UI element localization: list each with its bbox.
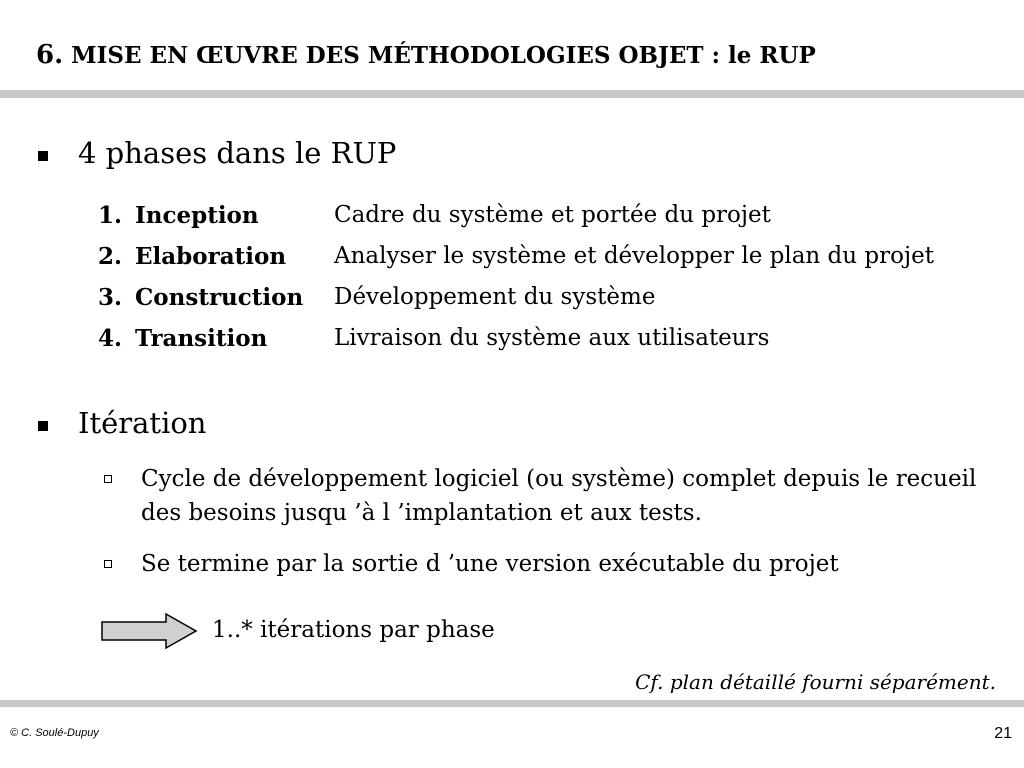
phase-description: Développement du système bbox=[334, 284, 656, 310]
bottom-divider bbox=[0, 700, 1024, 707]
phase-number: 3. bbox=[98, 284, 123, 311]
iterations-per-phase: 1..* itérations par phase bbox=[212, 617, 495, 643]
phase-number: 2. bbox=[98, 243, 123, 270]
right-arrow-icon bbox=[100, 612, 198, 650]
square-bullet-icon bbox=[38, 151, 48, 161]
square-bullet-icon bbox=[38, 421, 48, 431]
page-number: 21 bbox=[994, 725, 1012, 742]
phase-name: Elaboration bbox=[135, 243, 287, 270]
phase-name: Transition bbox=[135, 325, 268, 352]
phase-name: Construction bbox=[135, 284, 304, 311]
slide-title-text: MISE EN ŒUVRE DES MÉTHODOLOGIES OBJET : le RUP bbox=[71, 42, 816, 69]
hollow-square-bullet-icon bbox=[104, 475, 112, 483]
phase-description: Cadre du système et portée du projet bbox=[334, 202, 771, 228]
iteration-item: Se termine par la sortie d ’une version exécutable du projet bbox=[141, 551, 839, 577]
phase-description: Livraison du système aux utilisateurs bbox=[334, 325, 770, 351]
phase-name: Inception bbox=[135, 202, 259, 229]
phase-number: 1. bbox=[98, 202, 123, 229]
slide-title bbox=[36, 40, 816, 70]
hollow-square-bullet-icon bbox=[104, 560, 112, 568]
phase-number: 4. bbox=[98, 325, 123, 352]
footer-copyright: © C. Soulé-Dupuy bbox=[10, 727, 99, 739]
section-heading-phases: 4 phases dans le RUP bbox=[78, 136, 397, 170]
slide-title-number: 6. bbox=[36, 40, 64, 70]
phase-description: Analyser le système et développer le plan du projet bbox=[334, 243, 934, 269]
top-divider bbox=[0, 90, 1024, 98]
section-heading-iteration: Itération bbox=[78, 406, 207, 440]
iteration-item: Cycle de développement logiciel (ou système) complet depuis le recueil des besoins jusqu ’à l ’implantation et aux tests. bbox=[141, 466, 977, 526]
detailed-plan-note: Cf. plan détaillé fourni séparément. bbox=[635, 670, 996, 694]
